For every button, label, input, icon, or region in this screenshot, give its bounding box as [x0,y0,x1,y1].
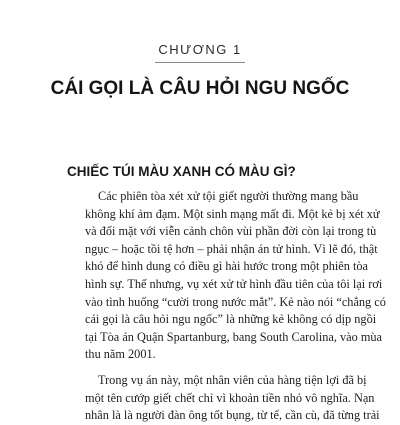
text-line: Các phiên tòa xét xử tội giết người thường mang bầu [98,189,359,203]
text-line: cái gọi là câu hỏi ngu ngốc” là những kẻ không có dịp ngồi [85,312,377,327]
chapter-label: CHƯƠNG 1 [158,42,242,57]
text-line: không khí ảm đạm. Một sinh mạng mất đi. Một kẻ bị xét xử [85,206,380,221]
text-line: và đối mặt với viễn cảnh chôn vùi phần đời còn lại trong tù [85,224,377,239]
paragraph-gap [85,364,365,372]
paragraph-2 [85,372,380,425]
text-line: vào tình huống “cười trong nước mắt”. Kẻ nào nói “chẳng có [85,294,386,309]
text-line: Trong vụ án này, một nhân viên của hàng tiện lợi đã bị [98,372,367,387]
chapter-title: CÁI GỌI LÀ CÂU HỎI NGU NGỐC [50,78,350,99]
text-line: ngục – hoặc tồi tệ hơn – phải nhận án tử hình. Vì lẽ đó, thật [85,241,378,256]
chapter-divider [155,62,245,63]
body-text [85,188,386,425]
text-line: thu năm 2001. [85,347,156,362]
paragraph-1 [85,188,386,364]
text-line: một tên cướp giết chết chỉ vì khoản tiền nhỏ vô nghĩa. Nạn [85,390,375,405]
text-line: tại Tòa án Quận Spartanburg, bang South Carolina, vào mùa [85,329,382,344]
text-line: hình sự. Thế nhưng, vụ xét xử tử hình đầu tiên của tôi lại rơi [85,276,383,291]
text-line: khó để hình dung có điều gì hài hước trong một phiên tòa [85,259,368,274]
section-heading: CHIẾC TÚI MÀU XANH CÓ MÀU GÌ? [67,164,296,179]
text-line: nhân là là người đàn ông tốt bụng, từ tế, cần cù, đã từng trải [85,408,380,423]
